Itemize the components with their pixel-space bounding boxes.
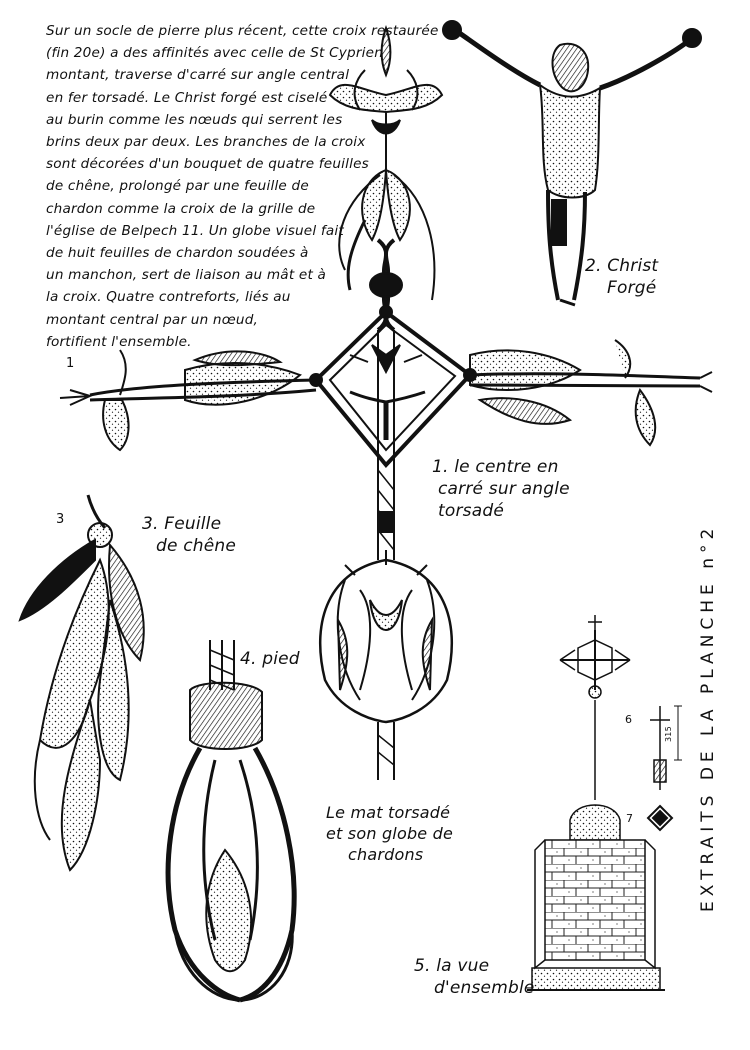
- intro-line: Sur un socle de pierre plus récent, cette croix restaurée: [46, 23, 439, 39]
- intro-line: au burin comme les nœuds qui serrent les: [46, 111, 343, 128]
- intro-line: un manchon, sert de liaison au mât et à: [46, 267, 327, 284]
- figure-number-7: 7: [626, 812, 634, 825]
- intro-text: [46, 20, 439, 353]
- intro-line: (fin 20e) a des affinités avec celle de St Cyprien: [46, 45, 384, 62]
- intro-line: chardon comme la croix de la grille de: [46, 200, 316, 217]
- caption-line: 4. pied: [240, 649, 300, 669]
- intro-line: montant central par un nœud,: [46, 311, 259, 328]
- figure-number-3: 3: [56, 512, 65, 527]
- oak-leaf-drawing: [20, 495, 144, 870]
- intro-line: sont décorées d'un bouquet de quatre feuilles: [46, 156, 369, 173]
- caption-line: 5. la vue: [414, 956, 490, 976]
- vertical-title: EXTRAITS DE LA PLANCHE n°2: [698, 523, 718, 912]
- caption-line: torsadé: [438, 501, 504, 521]
- foot-knot-drawing: [168, 640, 294, 1000]
- figure-number-6: 6: [625, 713, 633, 726]
- caption-centre: [432, 456, 570, 522]
- cross-thistle-globe: [320, 550, 452, 780]
- cross-right-arm: [470, 340, 712, 445]
- caption-pied: [240, 648, 300, 670]
- caption-line: 2. Christ: [585, 256, 659, 276]
- caption-line: carré sur angle: [438, 479, 570, 499]
- section-diamond-detail: [648, 806, 672, 830]
- caption-line: de chêne: [156, 536, 237, 556]
- intro-line: fortifient l'ensemble.: [46, 333, 192, 350]
- figure-number-1: 1: [66, 356, 75, 371]
- caption-vue: [414, 955, 535, 999]
- cross-left-arm: [60, 350, 316, 450]
- caption-feuille: [142, 513, 236, 557]
- overall-view-drawing: [527, 615, 665, 990]
- caption-christ-forge: [585, 255, 658, 299]
- cross-centre-christ: [350, 345, 425, 440]
- small-cross-detail: [650, 706, 682, 790]
- intro-line: en fer torsadé. Le Christ forgé est ciselé: [46, 89, 328, 106]
- caption-line: et son globe de: [326, 824, 454, 843]
- intro-line: l'église de Belpech 11. Un globe visuel fait: [46, 222, 344, 239]
- caption-line: chardons: [348, 845, 424, 864]
- caption-line: Forgé: [607, 278, 657, 298]
- intro-line: de chêne, prolongé par une feuille de: [46, 178, 309, 195]
- dimension-label: 315: [664, 726, 673, 742]
- intro-line: de huit feuilles de chardon soudées à: [46, 245, 309, 262]
- intro-line: brins deux par deux. Les branches de la croix: [46, 134, 366, 151]
- caption-line: d'ensemble: [434, 978, 535, 998]
- caption-mat: [326, 802, 453, 865]
- caption-line: 1. le centre en: [432, 457, 559, 477]
- forged-christ-drawing: [443, 21, 701, 305]
- caption-line: Le mat torsadé: [326, 803, 451, 822]
- intro-line: montant, traverse d'carré sur angle central: [46, 67, 350, 84]
- intro-line: la croix. Quatre contreforts, liés au: [46, 289, 291, 306]
- caption-line: 3. Feuille: [142, 514, 222, 534]
